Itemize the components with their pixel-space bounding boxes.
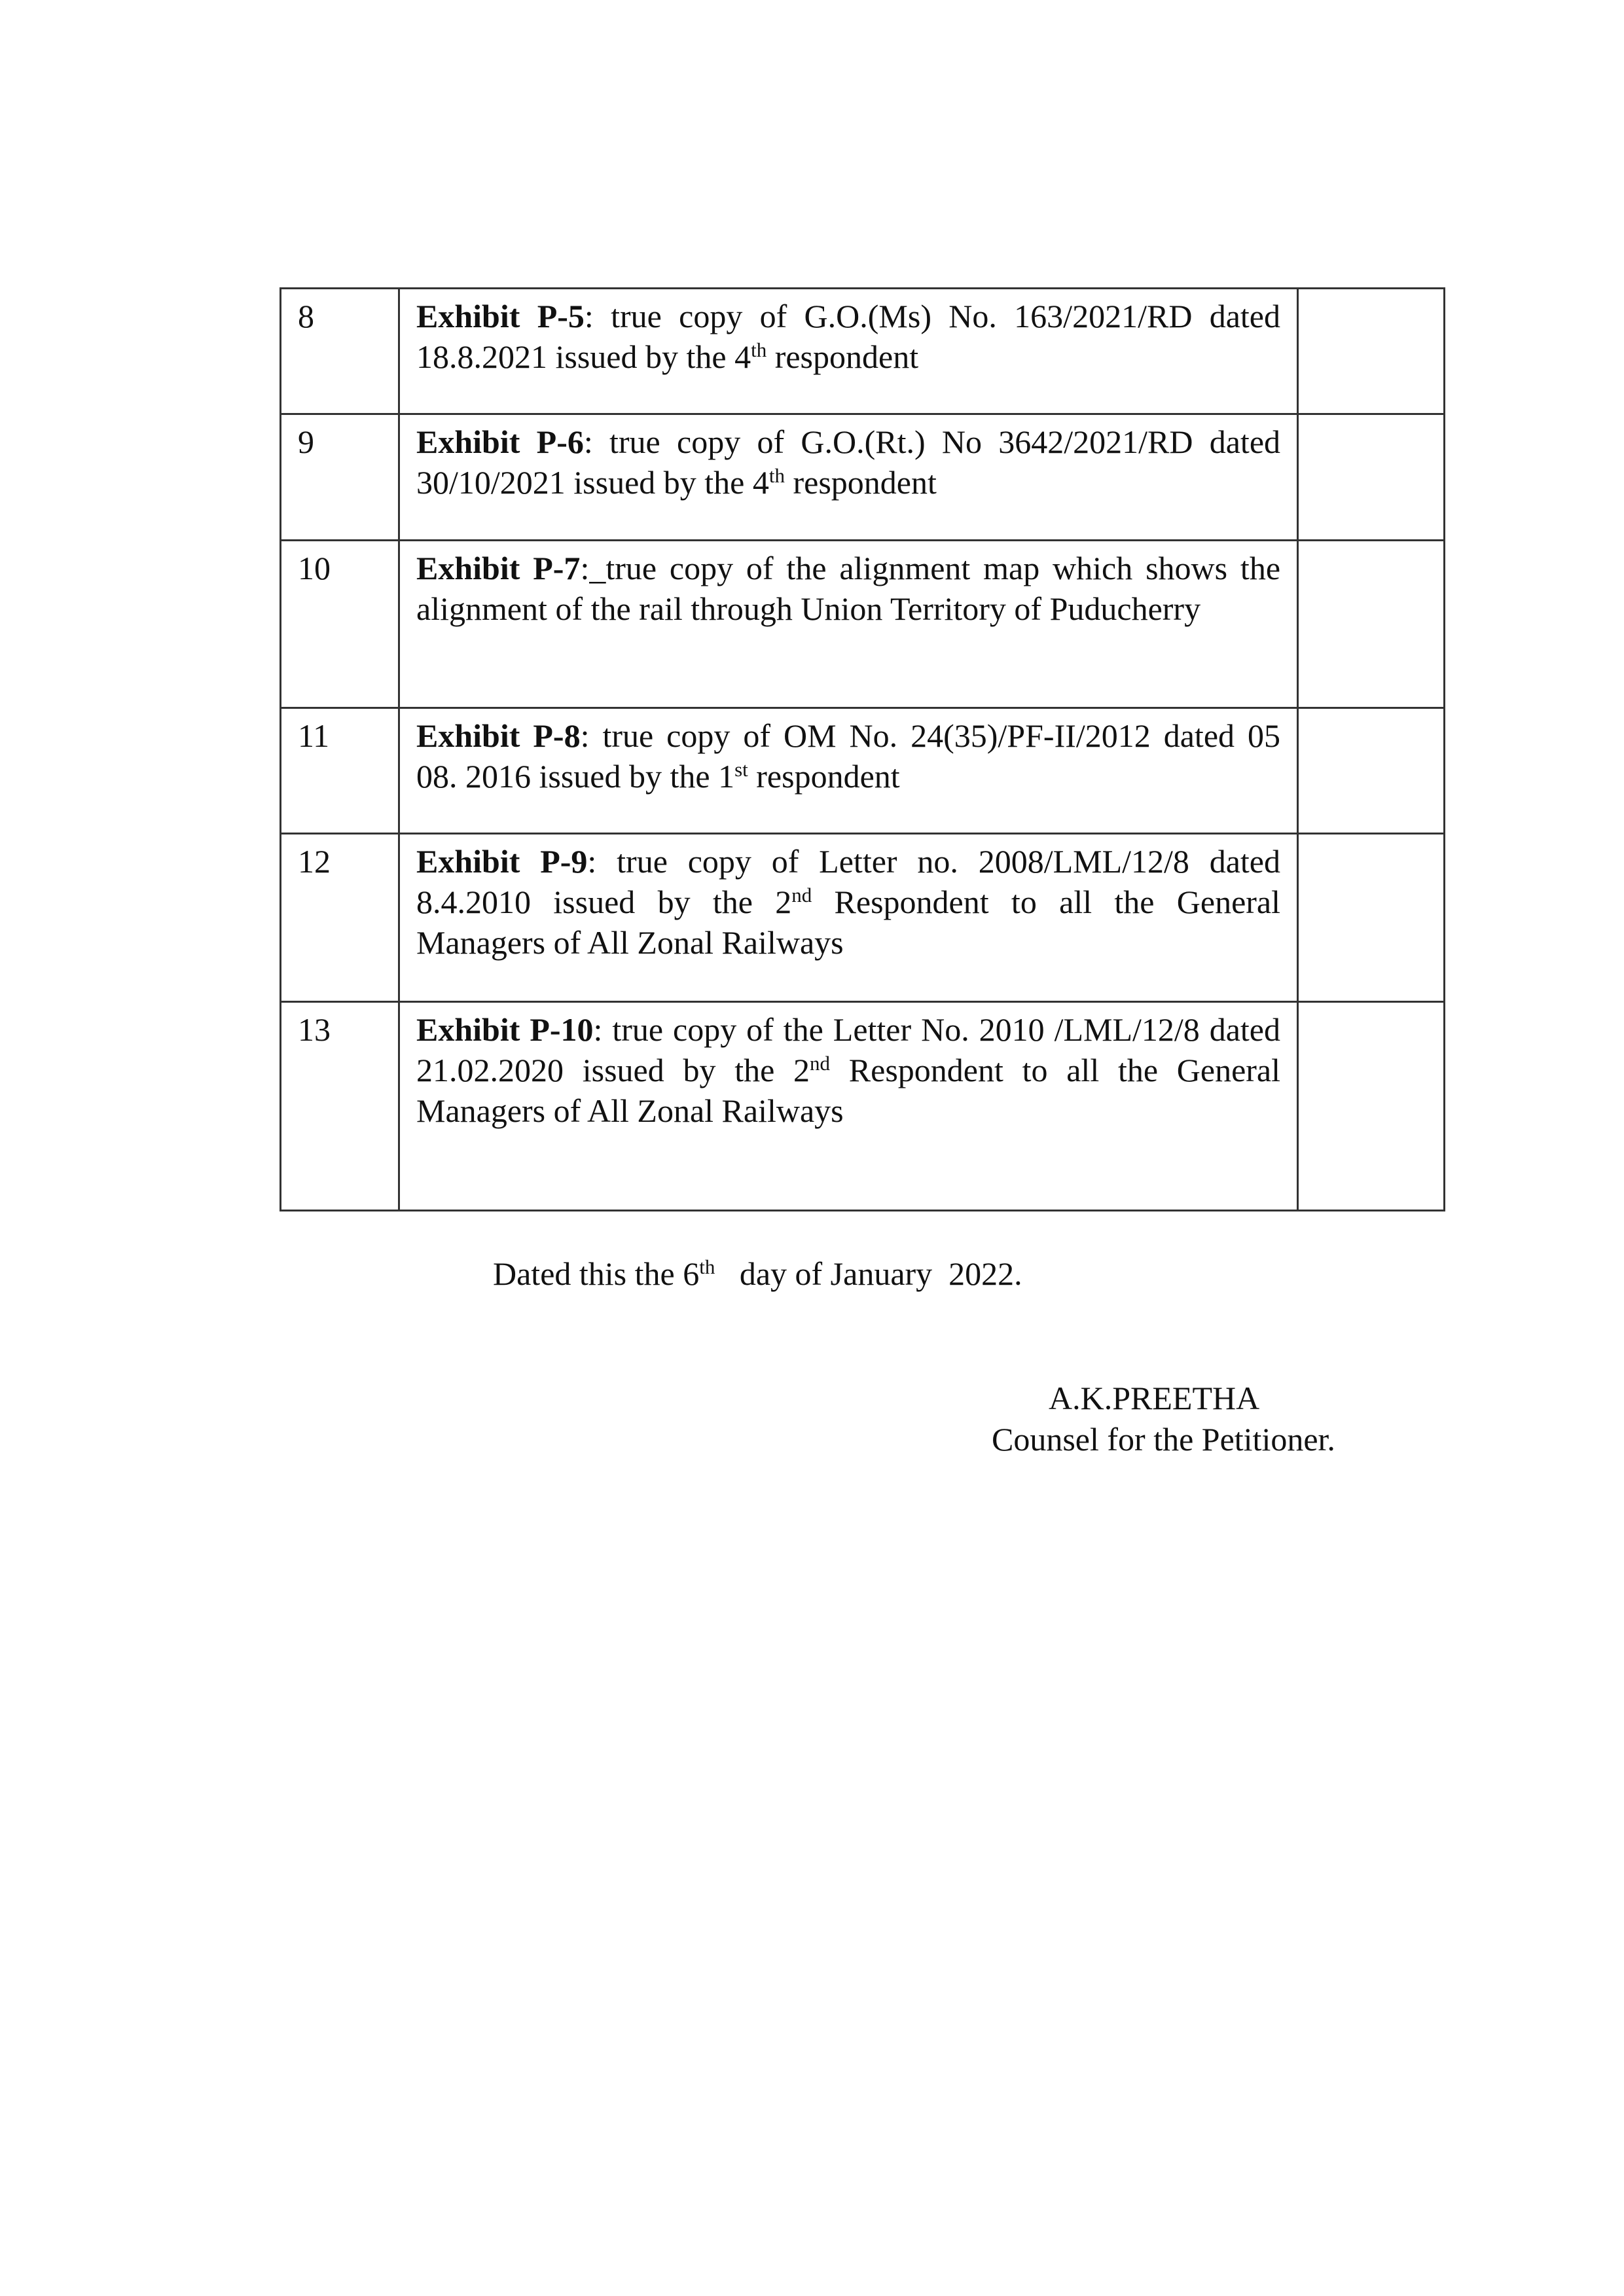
description-text: true copy of G.O.(Ms) No. 163/2021/RD dated 18.8.2021 issued by the 4 [416, 298, 1280, 375]
label-separator: : [593, 1011, 603, 1048]
exhibit-label: Exhibit P-10 [416, 1011, 594, 1048]
description-text: true copy of Letter no. 2008/LML/12/8 dated 8.4.2010 issued by the 2 [416, 843, 1281, 920]
page-number-cell [1298, 1002, 1445, 1211]
dated-prefix: Dated this the 6 [493, 1255, 700, 1292]
table-row [281, 834, 1445, 1002]
serial-number: 12 [281, 834, 399, 1002]
ordinal-suffix: nd [791, 883, 812, 906]
description-text: true copy of the alignment map which shows the alignment of the rail through Union Territory of Puducherry [416, 550, 1281, 627]
exhibit-description [399, 708, 1298, 834]
page-number-cell [1298, 289, 1445, 414]
ordinal-suffix: th [699, 1255, 715, 1278]
table-row [281, 708, 1445, 834]
description-text-tail: Respondent to all the General Managers of All Zonal Railways [416, 884, 1280, 961]
exhibit-description [399, 834, 1298, 1002]
description-text-tail: respondent [748, 758, 900, 795]
page-number-cell [1298, 541, 1445, 708]
exhibit-label: Exhibit P-9 [416, 843, 588, 880]
description-text-tail: respondent [785, 464, 937, 501]
label-separator: :_ [580, 550, 606, 586]
table-row [281, 1002, 1445, 1211]
page-number-cell [1298, 414, 1445, 541]
ordinal-suffix: nd [810, 1051, 831, 1075]
serial-number: 9 [281, 414, 399, 541]
description-text: true copy of G.O.(Rt.) No 3642/2021/RD dated 30/10/2021 issued by the 4 [416, 423, 1281, 501]
exhibit-label: Exhibit P-5 [416, 298, 585, 334]
exhibit-description [399, 414, 1298, 541]
exhibit-description [399, 1002, 1298, 1211]
dated-line [493, 1253, 1022, 1294]
exhibit-label: Exhibit P-6 [416, 423, 584, 460]
table-row [281, 289, 1445, 414]
exhibit-label: Exhibit P-8 [416, 717, 581, 754]
label-separator: : [583, 423, 593, 460]
ordinal-suffix: st [734, 757, 748, 781]
signatory-role: Counsel for the Petitioner. [992, 1421, 1335, 1458]
dated-suffix: day of January 2022. [715, 1255, 1022, 1292]
description-text-tail: Respondent to all the General Managers of All Zonal Railways [416, 1052, 1280, 1129]
label-separator: : [580, 717, 590, 754]
page-number-cell [1298, 708, 1445, 834]
description-text-tail: respondent [767, 338, 919, 375]
exhibit-label: Exhibit P-7 [416, 550, 581, 586]
table-row [281, 414, 1445, 541]
description-text: true copy of OM No. 24(35)/PF-II/2012 dated 05 08. 2016 issued by the 1 [416, 717, 1280, 795]
ordinal-suffix: th [768, 463, 785, 487]
serial-number: 13 [281, 1002, 399, 1211]
description-text: true copy of the Letter No. 2010 /LML/12/8 dated 21.02.2020 issued by the 2 [416, 1011, 1280, 1088]
serial-number: 8 [281, 289, 399, 414]
serial-number: 10 [281, 541, 399, 708]
label-separator: : [587, 843, 597, 880]
exhibit-description [399, 289, 1298, 414]
exhibits-table [280, 287, 1445, 1211]
page-number-cell [1298, 834, 1445, 1002]
table-row [281, 541, 1445, 708]
label-separator: : [584, 298, 594, 334]
signatory-name: A.K.PREETHA [1049, 1380, 1260, 1416]
serial-number: 11 [281, 708, 399, 834]
exhibit-description [399, 541, 1298, 708]
ordinal-suffix: th [751, 338, 767, 361]
